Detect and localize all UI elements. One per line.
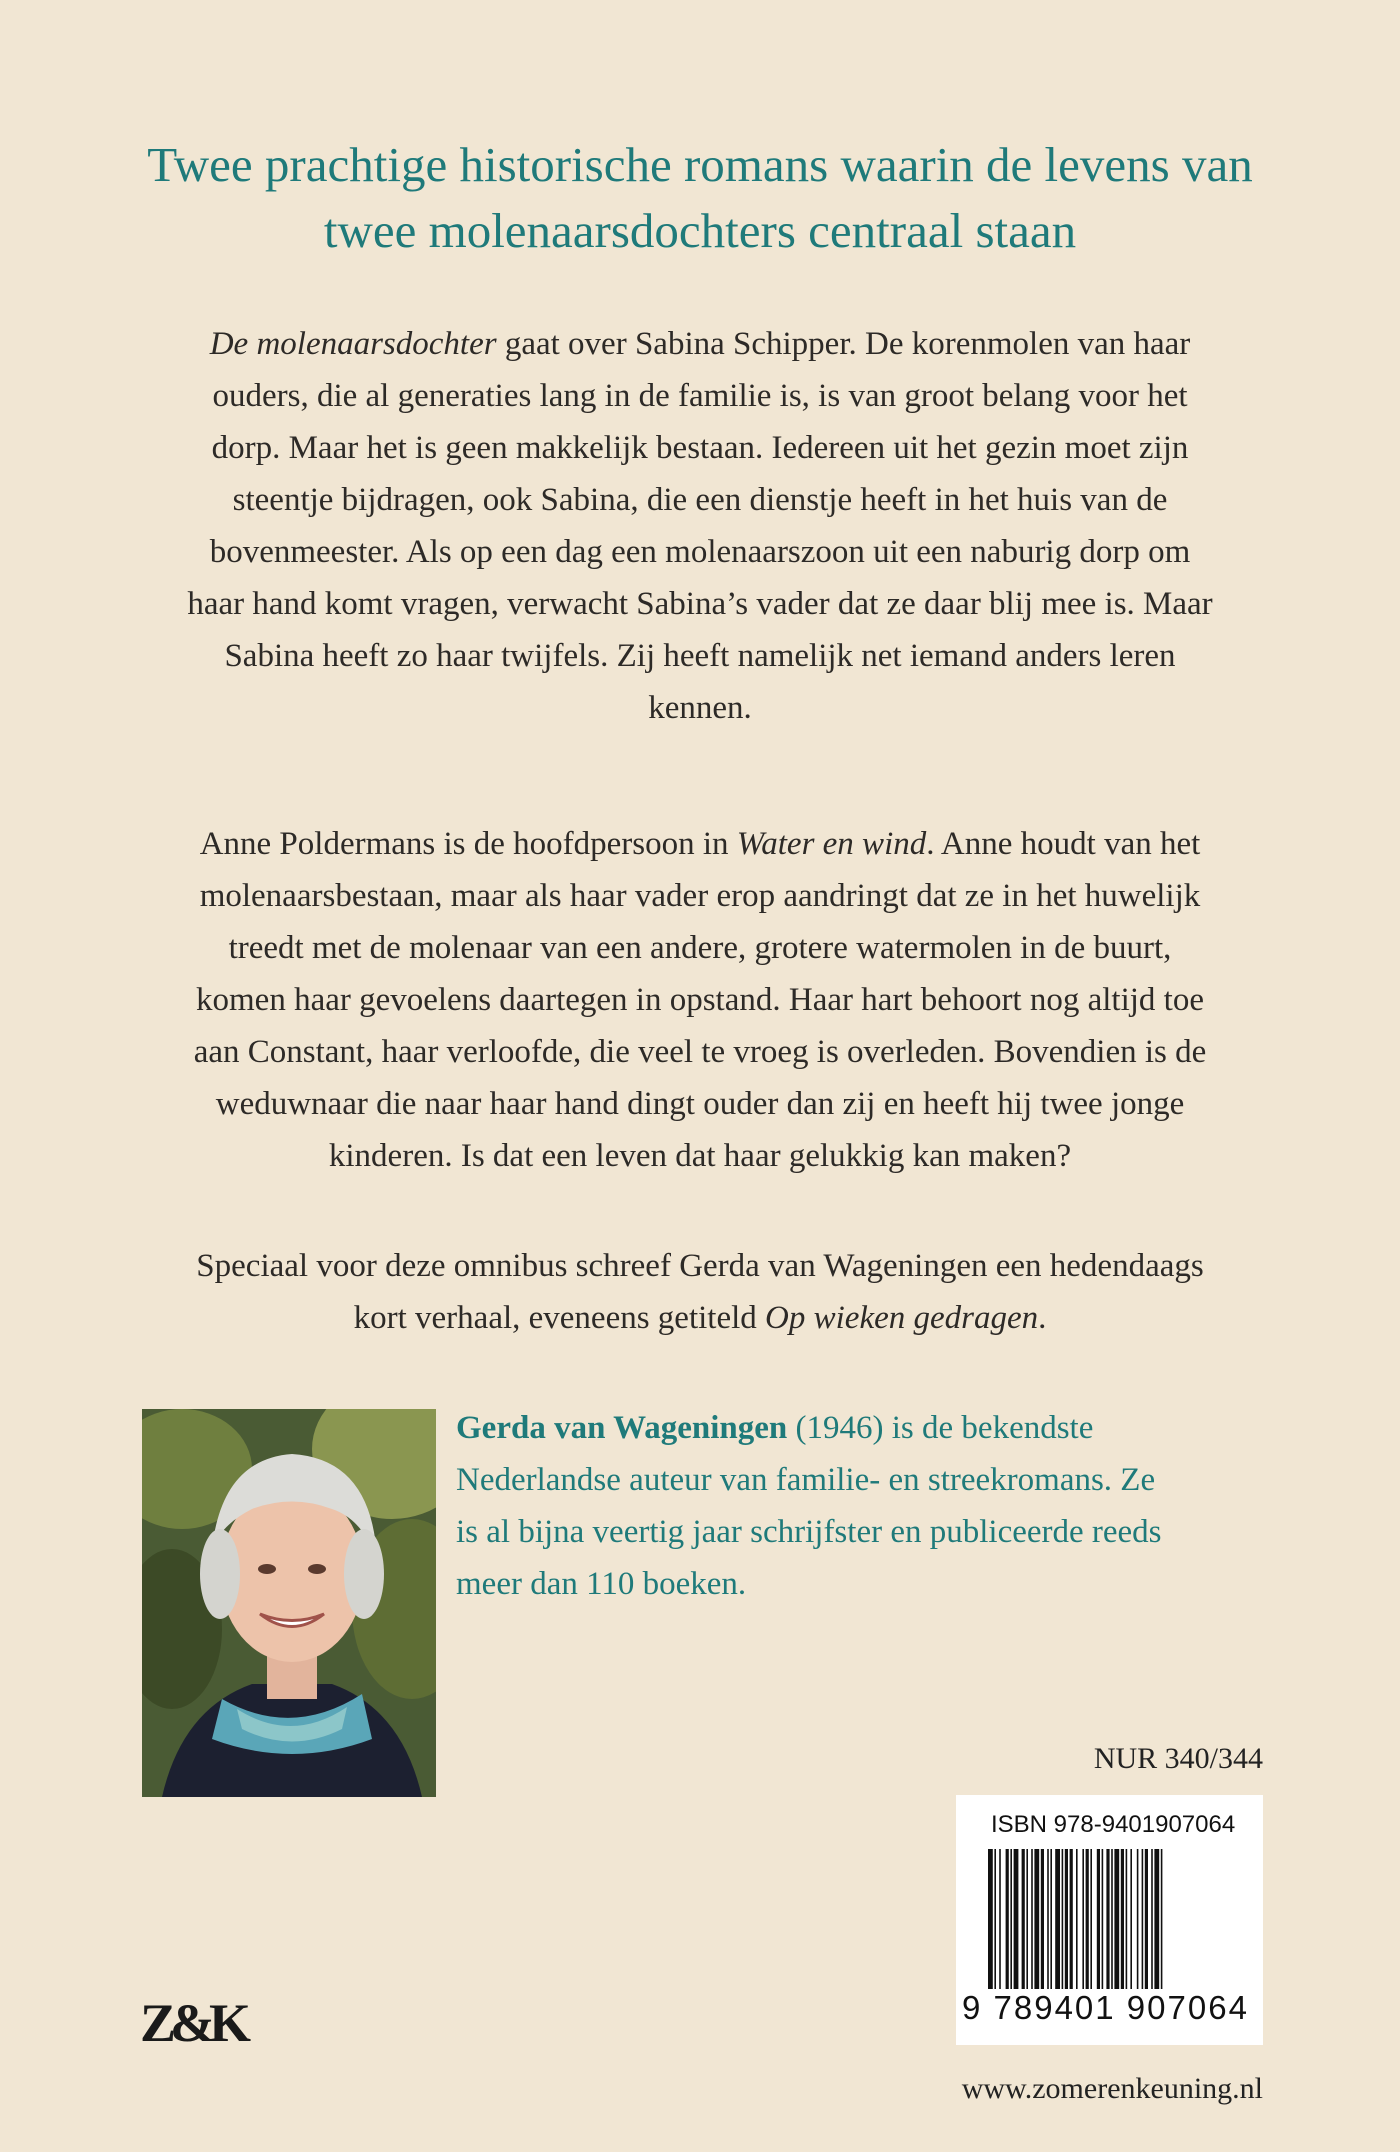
isbn-label: ISBN 978-9401907064 [991,1811,1236,1838]
paragraph-line: aan Constant, haar verloofde, die veel te vroeg is overleden. Bovendien is de [193,1034,1207,1070]
author-bio [456,1402,1296,1610]
barcode-stripe [1010,1849,1012,1989]
bio-line: is al bijna veertig jaar schrijfster en publiceerde reeds [456,1514,1162,1550]
isbn-barcode [956,1795,1263,2045]
paragraph-line: kennen. [648,690,752,726]
barcode-stripe [1070,1849,1073,1989]
paragraph-line: bovenmeester. Als op een dag een molenaarszoon uit een naburig dorp om [209,534,1191,570]
barcode-stripe [1121,1849,1124,1989]
barcode-stripe [1130,1849,1132,1989]
barcode-stripe [1050,1849,1052,1989]
barcode-stripe [1142,1849,1144,1989]
barcode-stripe [1006,1849,1009,1989]
barcode-stripe [1062,1849,1064,1989]
barcode-stripe [1055,1849,1060,1989]
isbn-digits: 9 789401 907064 [962,1989,1249,2026]
paragraph-line: ouders, die al generaties lang in de familie is, is van groot belang voor het [212,378,1188,414]
paragraph-omnibus [120,1240,1280,1344]
paragraph-line: dorp. Maar het is geen makkelijk bestaan. Iedereen uit het gezin moet zijn [211,430,1189,466]
paragraph-text: . [1038,1300,1047,1336]
bio-line: meer dan 110 boeken. [456,1566,747,1602]
paragraph-text: Anne Poldermans is de hoofdpersoon in [199,826,737,862]
barcode-stripe [999,1849,1001,1989]
headline-line-2: twee molenaarsdochters centraal staan [323,203,1077,258]
barcode-stripe [1047,1849,1049,1989]
nur-code: NUR 340/344 [1093,1742,1263,1775]
paragraph-line: haar hand komt vragen, verwacht Sabina’s vader dat ze daar blij mee is. Maar [187,586,1213,622]
bio-text: (1946) is de bekendste [787,1410,1094,1446]
publisher-logo: Z&K [140,1993,246,2053]
paragraph-line: Speciaal voor deze omnibus schreef Gerda van Wageningen een hedendaags [196,1248,1204,1284]
barcode-stripe [1161,1849,1163,1989]
barcode-stripe [1114,1849,1119,1989]
paragraph-line: komen haar gevoelens daartegen in opstand. Haar hart behoort nog altijd toe [196,982,1204,1018]
paragraph-line: steentje bijdragen, ook Sabina, die een dienstje heeft in het huis van de [232,482,1168,518]
barcode-stripe [1097,1849,1100,1989]
barcode-stripe [1126,1849,1128,1989]
headline [100,132,1300,264]
barcode-stripe [1076,1849,1078,1989]
publisher-website: www.zomerenkeuning.nl [961,2072,1263,2105]
paragraph-line [120,318,1280,370]
barcode-stripe [1137,1849,1139,1989]
barcode-bars [988,1849,1232,1989]
paragraph-line: treedt met de molenaar van een andere, grotere watermolen in de buurt, [228,930,1172,966]
barcode-stripe [1014,1849,1019,1989]
paragraph-line: weduwnaar die naar haar hand dingt ouder dan zij en heeft hij twee jonge [215,1086,1185,1122]
book-title-italic: Op wieken gedragen [765,1300,1039,1336]
book-title-italic: De molenaarsdochter [209,326,497,362]
barcode-stripe [1065,1849,1068,1989]
barcode-stripe [1086,1849,1089,1989]
barcode-stripe [1034,1849,1039,1989]
bio-line: Nederlandse auteur van familie- en streekromans. Ze [456,1462,1156,1498]
paragraph-line: Sabina heeft zo haar twijfels. Zij heeft namelijk net iemand anders leren [224,638,1176,674]
barcode-stripe [1154,1849,1159,1989]
barcode-stripe [1106,1849,1109,1989]
barcode-stripe [1022,1849,1025,1989]
paragraph-line [120,818,1280,870]
author-name: Gerda van Wageningen [456,1410,788,1446]
paragraph-text: kort verhaal, eveneens getiteld [353,1300,766,1336]
barcode-stripe [1111,1849,1113,1989]
paragraph-text: . Anne houdt van het [926,826,1201,862]
book-title-italic: Water en wind [736,826,927,862]
barcode-stripe [994,1849,996,1989]
barcode-stripe [1102,1849,1104,1989]
paragraph-line [120,1292,1280,1344]
headline-line-1: Twee prachtige historische romans waarin de levens van [147,137,1253,192]
barcode-stripe [988,1849,993,1989]
paragraph-text: gaat over Sabina Schipper. De korenmolen van haar [496,326,1191,362]
paragraph-line: kinderen. Is dat een leven dat haar gelukkig kan maken? [328,1138,1072,1174]
barcode-stripe [1041,1849,1044,1989]
barcode-stripe [1082,1849,1084,1989]
barcode-stripe [1151,1849,1153,1989]
author-photo [142,1409,436,1797]
barcode-stripe [1031,1849,1033,1989]
barcode-stripe [1090,1849,1092,1989]
paragraph-molenaarsdochter [120,318,1280,734]
bio-line [456,1402,1296,1454]
paragraph-water-en-wind [120,818,1280,1182]
paragraph-line: molenaarsbestaan, maar als haar vader erop aandringt dat ze in het huwelijk [199,878,1201,914]
barcode-stripe [1145,1849,1148,1989]
barcode-stripe [1026,1849,1028,1989]
